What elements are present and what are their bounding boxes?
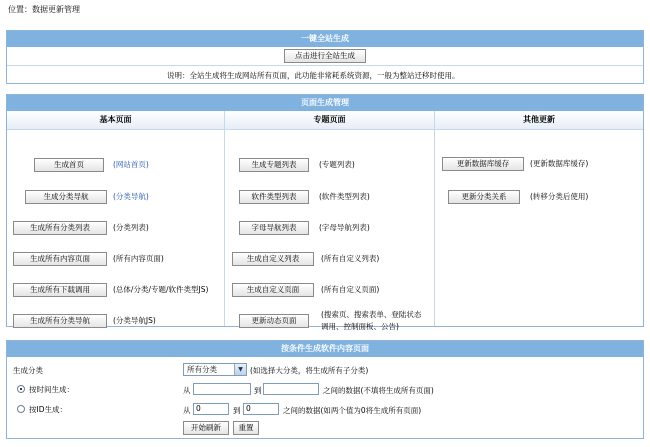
update-db-cache-button[interactable]: 更新数据库缓存: [442, 157, 524, 171]
update-dynamic-pages-desc-line2: 调用、控制面板、公告): [321, 322, 399, 331]
gen-category-nav-desc: (分类导航): [113, 192, 149, 201]
gen-all-category-lists-button[interactable]: 生成所有分类列表: [13, 221, 107, 235]
page-gen-title: 页面生成管理: [7, 95, 643, 111]
time-to-input[interactable]: [263, 383, 319, 395]
time-from-label: 从: [183, 386, 191, 395]
update-dynamic-pages-desc-line1: (搜索页、搜索表单、登陆状态: [321, 310, 422, 319]
reset-button[interactable]: 重置: [233, 421, 259, 435]
category-label: 生成分类: [13, 366, 43, 375]
letter-nav-list-desc: (字母导航列表): [319, 223, 370, 232]
letter-nav-list-button[interactable]: 字母导航列表: [239, 221, 309, 235]
gen-all-category-nav-button[interactable]: 生成所有分类导航: [13, 314, 107, 328]
page-gen-panel: [6, 94, 644, 331]
gen-category-nav-button[interactable]: 生成分类导航: [25, 190, 107, 204]
cond-gen-panel: [6, 340, 644, 439]
id-from-label: 从: [183, 406, 191, 415]
gen-custom-list-button[interactable]: 生成自定义列表: [232, 252, 314, 266]
col-basic-header: 基本页面: [7, 111, 224, 129]
start-refresh-button[interactable]: 开始刷新: [183, 421, 229, 435]
update-db-cache-desc: (更新数据库缓存): [530, 159, 589, 168]
update-category-relation-button[interactable]: 更新分类关系: [448, 190, 520, 204]
by-id-label: 按ID生成：: [29, 405, 67, 414]
gen-all-category-nav-desc: (分类导航JS): [113, 316, 156, 325]
update-dynamic-pages-button[interactable]: 更新动态页面: [239, 314, 309, 328]
gen-all-content-pages-desc: (所有内容页面): [113, 254, 164, 263]
location-breadcrumb: 位置：数据更新管理: [8, 5, 80, 14]
col-other-header: 其他更新: [435, 111, 643, 129]
by-id-radio[interactable]: [17, 405, 25, 413]
gen-all-download-calls-button[interactable]: 生成所有下载调用: [13, 283, 107, 297]
gen-topic-list-button[interactable]: 生成专题列表: [239, 158, 309, 172]
software-type-list-desc: (软件类型列表): [319, 192, 370, 201]
category-select-value: 所有分类: [187, 365, 217, 374]
chevron-down-icon[interactable]: ▼: [234, 364, 246, 375]
gen-custom-list-desc: (所有自定义列表): [321, 254, 380, 263]
time-hint: 之间的数据(不填将生成所有页面): [323, 386, 434, 395]
category-select[interactable]: [183, 363, 247, 376]
full-site-generate-button[interactable]: 点击进行全站生成: [284, 49, 366, 63]
full-site-note: 说明：全站生成将生成网站所有页面，此功能非常耗系统资源，一般为整站迁移时使用。: [167, 71, 460, 80]
gen-all-download-calls-desc: (总体/分类/专题/软件类型JS): [113, 285, 209, 294]
gen-custom-page-desc: (所有自定义页面): [321, 285, 380, 294]
id-to-input[interactable]: 0: [243, 403, 279, 415]
full-site-title: 一键全站生成: [7, 31, 643, 47]
by-time-label: 按时间生成：: [29, 385, 74, 394]
by-time-radio[interactable]: [17, 385, 25, 393]
gen-custom-page-button[interactable]: 生成自定义页面: [232, 283, 314, 297]
category-hint: (如选择大分类，将生成所有子分类): [250, 366, 369, 375]
full-site-panel: [6, 30, 644, 84]
gen-home-desc: (网站首页): [113, 160, 149, 169]
update-category-relation-desc: (转移分类后使用): [530, 192, 589, 201]
gen-all-content-pages-button[interactable]: 生成所有内容页面: [13, 252, 107, 266]
col-topic-header: 专题页面: [225, 111, 434, 129]
cond-gen-title: 按条件生成软件内容页面: [7, 341, 643, 357]
id-to-label: 到: [233, 406, 241, 415]
time-to-label: 到: [254, 386, 262, 395]
gen-home-button[interactable]: 生成首页: [34, 158, 104, 172]
id-hint: 之间的数据(如两个值为0将生成所有页面): [283, 406, 422, 415]
gen-topic-list-desc: (专题列表): [319, 160, 355, 169]
time-from-input[interactable]: [193, 383, 251, 395]
software-type-list-button[interactable]: 软件类型列表: [239, 190, 309, 204]
id-from-input[interactable]: 0: [193, 403, 229, 415]
gen-all-category-lists-desc: (分类列表): [113, 223, 149, 232]
